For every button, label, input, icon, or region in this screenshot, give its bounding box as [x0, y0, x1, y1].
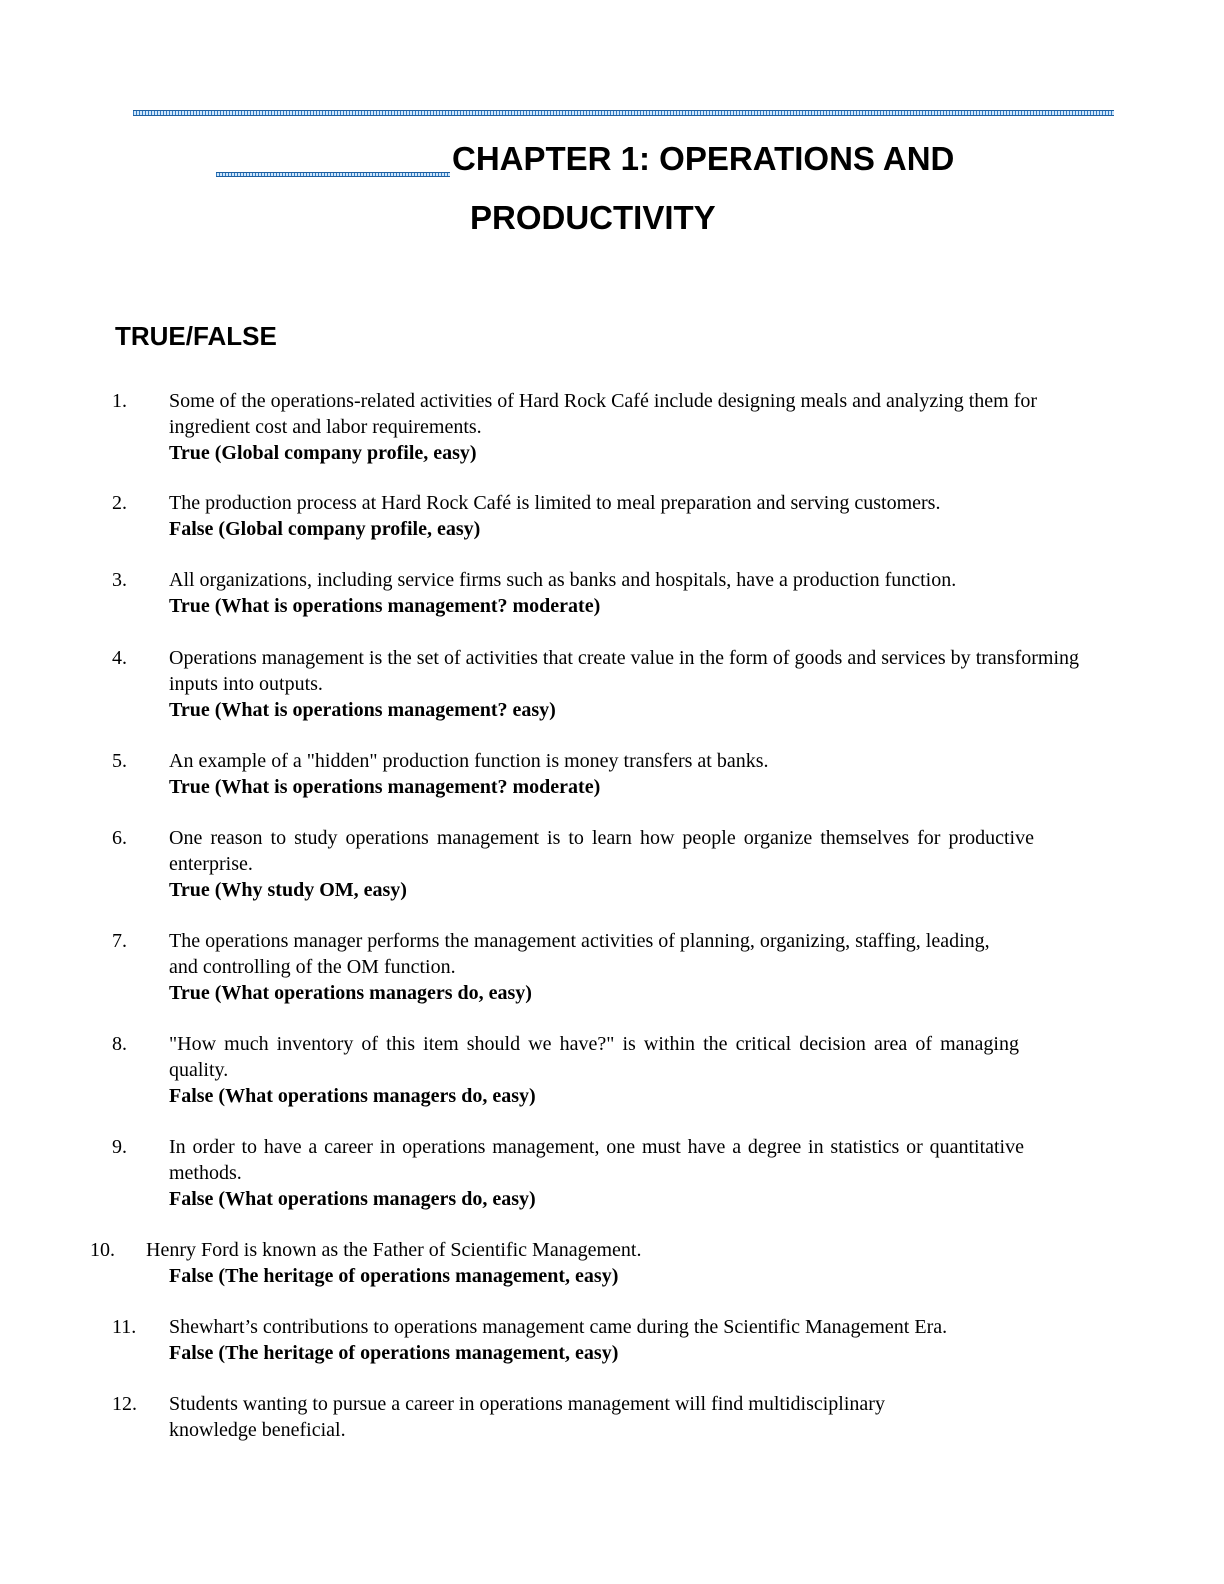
question-text: "How much inventory of this item should we have?" is within the critical decision area of managing quality. — [169, 1033, 1019, 1081]
question-answer: True (Why study OM, easy) — [169, 879, 407, 901]
question-number: 11. — [112, 1316, 137, 1338]
top-decorative-rule — [133, 110, 1114, 116]
chapter-title-line2: PRODUCTIVITY — [470, 199, 716, 236]
question-number: 6. — [112, 827, 127, 849]
question-answer: False (The heritage of operations management, easy) — [169, 1265, 619, 1287]
question-answer: True (What is operations management? moderate) — [169, 776, 601, 798]
question-number: 3. — [112, 569, 127, 591]
question-answer: True (What operations managers do, easy) — [169, 982, 532, 1004]
question-number: 7. — [112, 930, 127, 952]
question-number: 1. — [112, 390, 127, 412]
question-text: Operations management is the set of activities that create value in the form of goods and services by transforming inputs into outputs. — [169, 647, 1079, 695]
section-heading: TRUE/FALSE — [115, 321, 277, 351]
title-decorative-rule — [216, 172, 450, 177]
question-number: 8. — [112, 1033, 127, 1055]
question-text: Henry Ford is known as the Father of Scientific Management. — [146, 1239, 642, 1261]
question-text: Some of the operations-related activities of Hard Rock Café include designing meals and analyzing them for ingredient cost and labor requirements. — [169, 390, 1038, 438]
question-number: 9. — [112, 1136, 127, 1158]
question-text: One reason to study operations management is to learn how people organize themselves for productive enterprise. — [169, 827, 1034, 875]
question-answer: False (What operations managers do, easy) — [169, 1188, 536, 1210]
question-text: The operations manager performs the management activities of planning, organizing, staffing, leading, and controlling of the OM function. — [169, 930, 990, 978]
question-answer: True (Global company profile, easy) — [169, 442, 477, 464]
question-text: All organizations, including service firms such as banks and hospitals, have a production function. — [169, 569, 957, 591]
question-answer: False (The heritage of operations management, easy) — [169, 1342, 619, 1364]
question-text: An example of a "hidden" production function is money transfers at banks. — [169, 750, 769, 772]
question-text: Shewhart’s contributions to operations management came during the Scientific Management Era. — [169, 1316, 948, 1338]
question-number: 4. — [112, 647, 127, 669]
question-text: In order to have a career in operations management, one must have a degree in statistics or quantitative methods. — [169, 1136, 1024, 1184]
question-text: The production process at Hard Rock Café is limited to meal preparation and serving customers. — [169, 492, 941, 514]
question-number: 12. — [112, 1393, 137, 1415]
question-answer: True (What is operations management? easy) — [169, 699, 556, 721]
question-number: 5. — [112, 750, 127, 772]
question-number: 10. — [90, 1239, 115, 1261]
question-number: 2. — [112, 492, 127, 514]
chapter-title-line1: CHAPTER 1: OPERATIONS AND — [452, 140, 955, 177]
question-answer: True (What is operations management? moderate) — [169, 595, 601, 617]
question-answer: False (What operations managers do, easy) — [169, 1085, 536, 1107]
question-text: Students wanting to pursue a career in operations management will find multidisciplinary knowledge beneficial. — [169, 1393, 885, 1441]
question-answer: False (Global company profile, easy) — [169, 518, 481, 540]
